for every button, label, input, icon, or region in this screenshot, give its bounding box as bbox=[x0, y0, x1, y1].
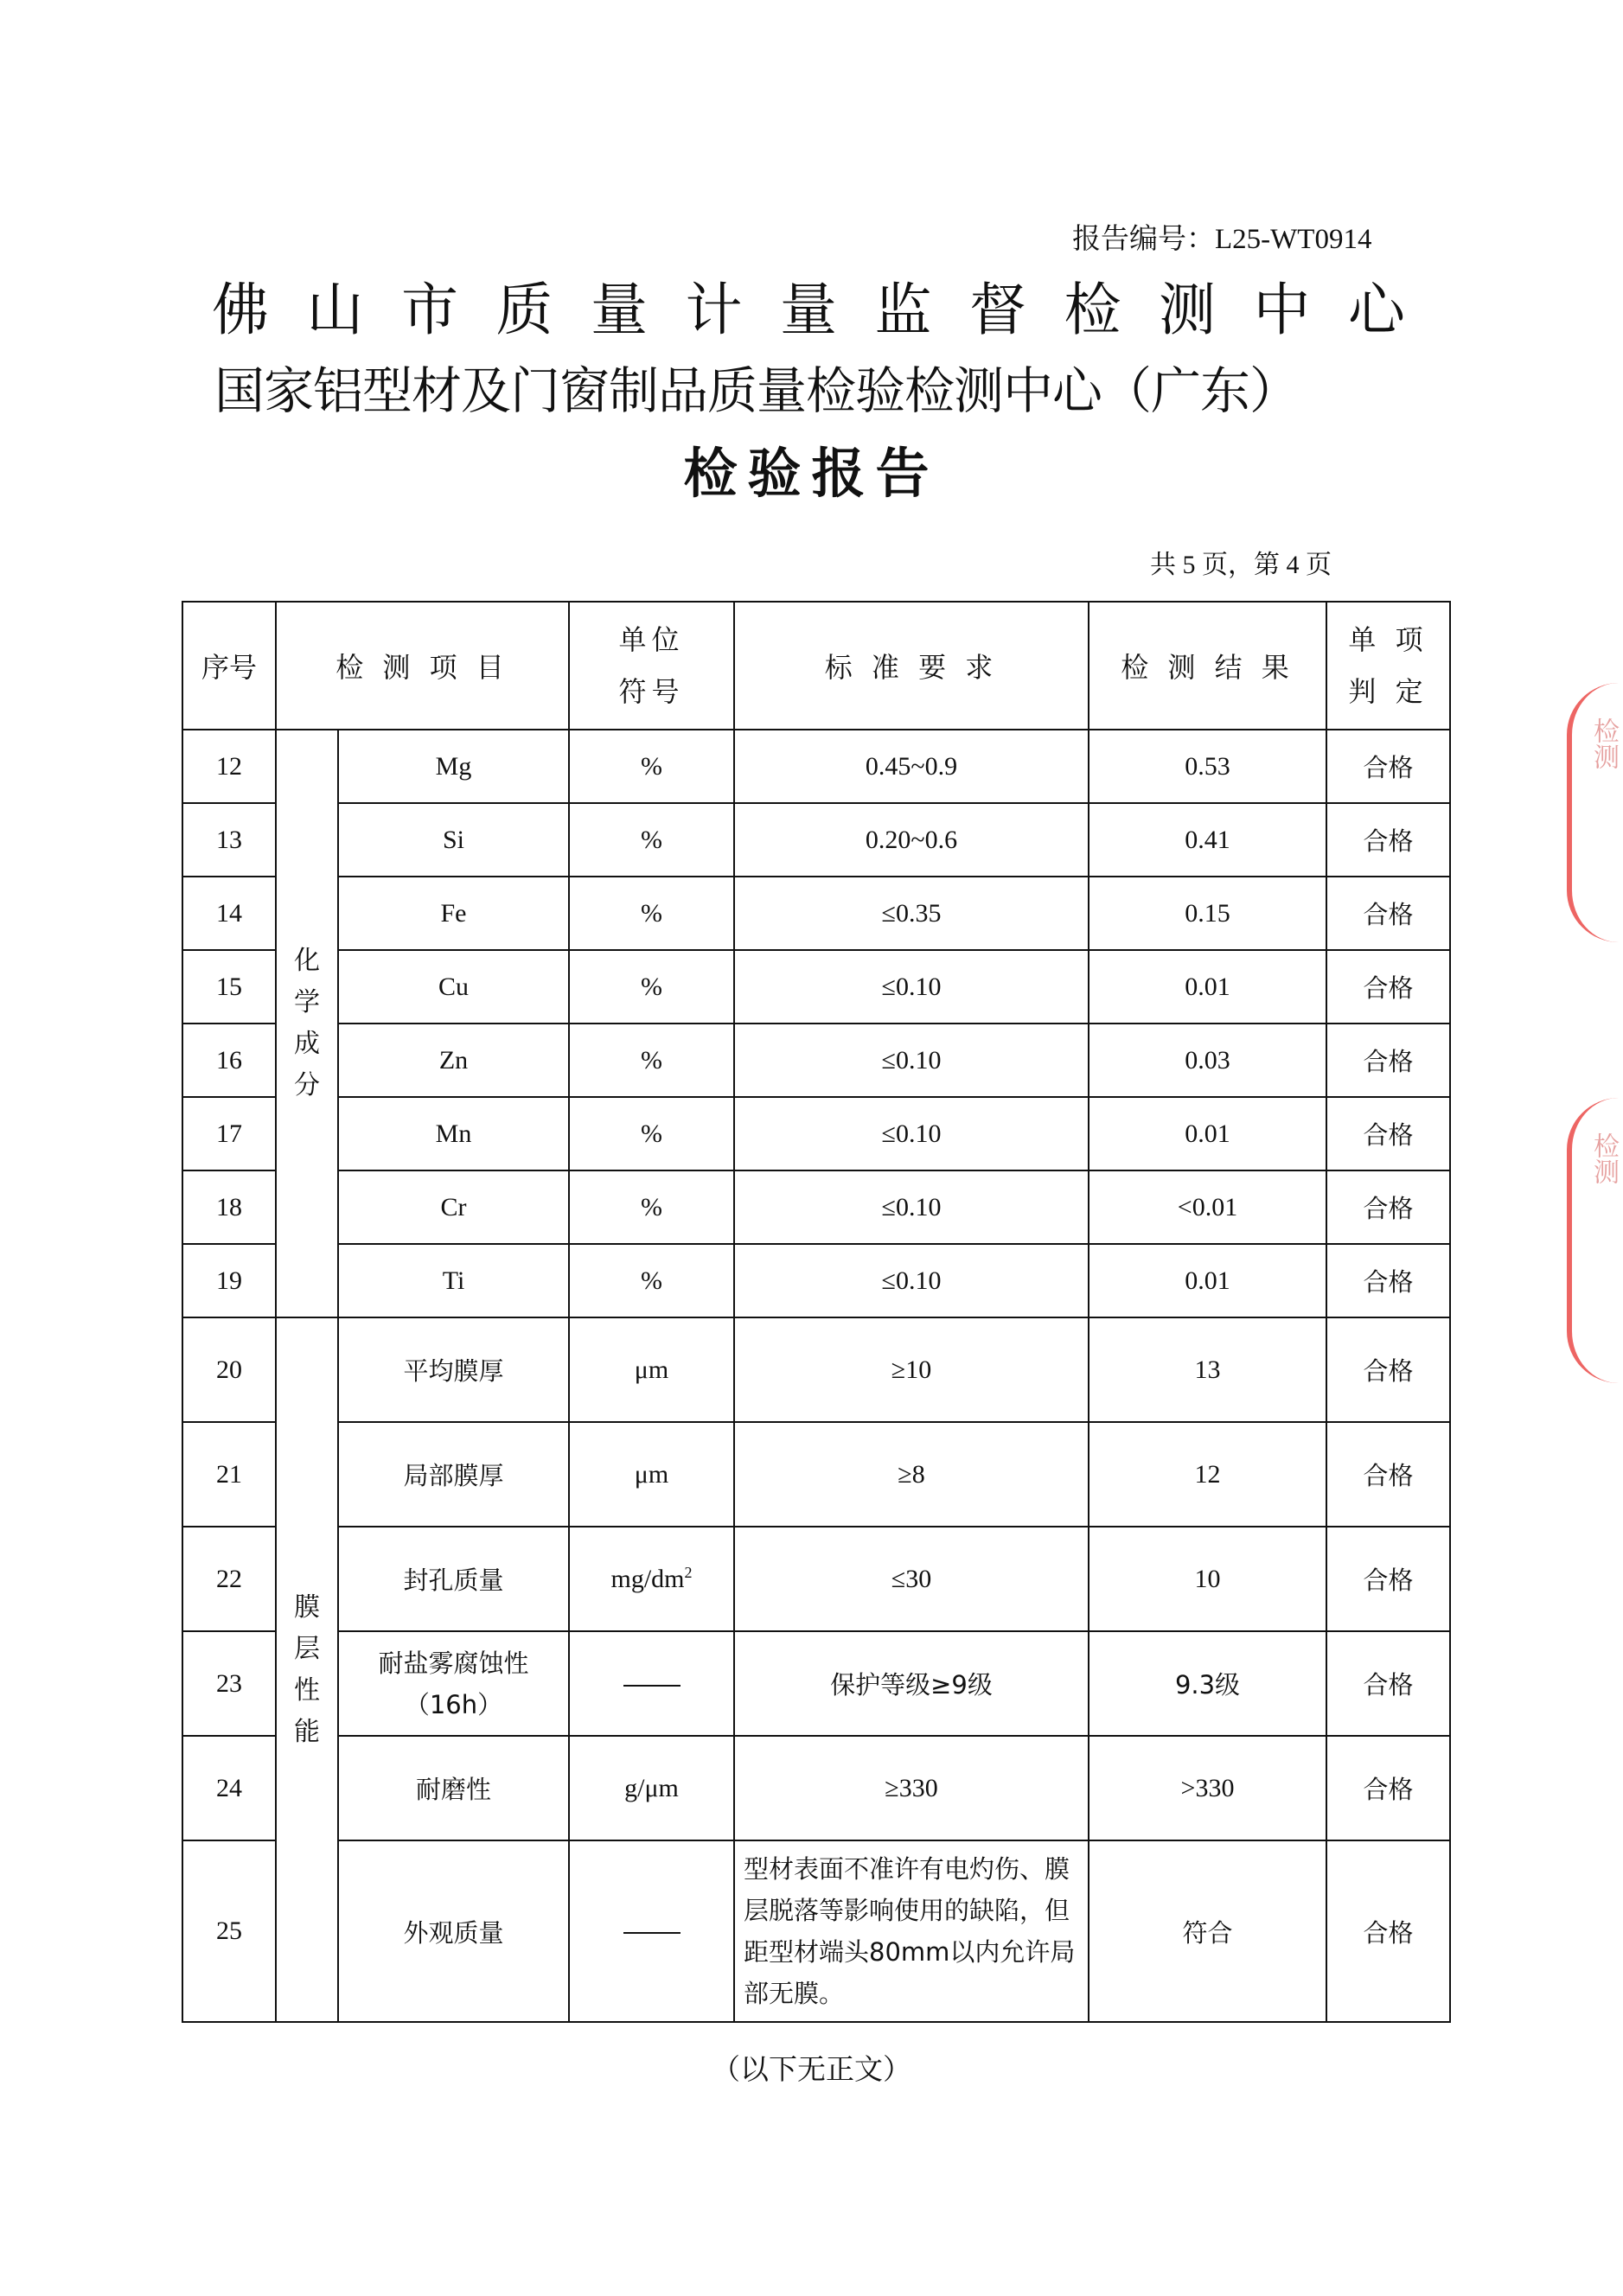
row-requirement: ≤0.10 bbox=[734, 1170, 1089, 1244]
table-row bbox=[182, 1317, 1450, 1422]
org-char: 佛 bbox=[212, 277, 269, 343]
row-item: 平均膜厚 bbox=[338, 1317, 569, 1422]
row-seq: 25 bbox=[182, 1840, 276, 2022]
col-header-result: 检 测 结 果 bbox=[1089, 602, 1326, 730]
col-header-seq: 序号 bbox=[182, 602, 276, 730]
unit-superscript: 2 bbox=[684, 1564, 693, 1581]
row-result: 10 bbox=[1089, 1527, 1326, 1631]
item-line2: （16h） bbox=[404, 1689, 503, 1719]
row-unit: μm bbox=[569, 1317, 734, 1422]
row-unit-dash bbox=[569, 1840, 734, 2022]
row-verdict: 合格 bbox=[1326, 1170, 1450, 1244]
org-char: 质 bbox=[495, 277, 553, 343]
row-verdict: 合格 bbox=[1326, 1527, 1450, 1631]
row-seq: 16 bbox=[182, 1024, 276, 1097]
row-requirement: ≤0.35 bbox=[734, 877, 1089, 950]
table-row bbox=[182, 730, 1450, 803]
unit-base: mg/dm bbox=[610, 1565, 685, 1593]
row-unit-dash bbox=[569, 1631, 734, 1736]
org-char: 检 bbox=[1064, 277, 1121, 343]
row-unit: % bbox=[569, 950, 734, 1024]
row-result: 0.53 bbox=[1089, 730, 1326, 803]
row-result: 0.01 bbox=[1089, 1097, 1326, 1170]
row-verdict: 合格 bbox=[1326, 1840, 1450, 2022]
org-char: 山 bbox=[306, 277, 364, 343]
row-item: 外观质量 bbox=[338, 1840, 569, 2022]
col-header-item: 检 测 项 目 bbox=[276, 602, 569, 730]
page-title: 检验报告 bbox=[683, 442, 940, 505]
unit-header-line1: 单位 bbox=[618, 623, 685, 656]
row-seq: 14 bbox=[182, 877, 276, 950]
row-verdict: 合格 bbox=[1326, 1422, 1450, 1527]
org-name-secondary: 国家铝型材及门窗制品质量检验检测中心（广东） bbox=[214, 361, 1300, 420]
table-row bbox=[182, 1422, 1450, 1527]
table-row bbox=[182, 1170, 1450, 1244]
org-char: 中 bbox=[1253, 277, 1311, 343]
row-unit: % bbox=[569, 803, 734, 877]
row-requirement: ≥8 bbox=[734, 1422, 1089, 1527]
table-header-row bbox=[182, 602, 1450, 730]
row-verdict: 合格 bbox=[1326, 730, 1450, 803]
row-unit: % bbox=[569, 730, 734, 803]
row-item: 耐磨性 bbox=[338, 1736, 569, 1840]
row-unit: % bbox=[569, 1024, 734, 1097]
row-result: 12 bbox=[1089, 1422, 1326, 1527]
row-verdict: 合格 bbox=[1326, 877, 1450, 950]
row-requirement: ≥330 bbox=[734, 1736, 1089, 1840]
row-verdict: 合格 bbox=[1326, 1317, 1450, 1422]
org-char: 量 bbox=[780, 277, 837, 343]
row-item: Cu bbox=[338, 950, 569, 1024]
row-verdict: 合格 bbox=[1326, 1244, 1450, 1317]
dash-icon bbox=[623, 1932, 681, 1934]
table-row bbox=[182, 1024, 1450, 1097]
row-unit bbox=[569, 1527, 734, 1631]
row-verdict: 合格 bbox=[1326, 1097, 1450, 1170]
row-seq: 15 bbox=[182, 950, 276, 1024]
row-requirement: 保护等级≥9级 bbox=[734, 1631, 1089, 1736]
page-info: 共 5 页，第 4 页 bbox=[1150, 551, 1332, 579]
row-requirement: ≤0.10 bbox=[734, 1024, 1089, 1097]
row-seq: 17 bbox=[182, 1097, 276, 1170]
row-item: Mg bbox=[338, 730, 569, 803]
unit-header-line2: 符号 bbox=[618, 675, 685, 708]
col-header-verdict bbox=[1326, 602, 1450, 730]
org-char: 市 bbox=[401, 277, 458, 343]
row-result: 0.01 bbox=[1089, 950, 1326, 1024]
table-row bbox=[182, 877, 1450, 950]
org-char: 测 bbox=[1159, 277, 1216, 343]
row-item: Fe bbox=[338, 877, 569, 950]
row-unit: % bbox=[569, 1170, 734, 1244]
end-of-content-note: （以下无正文） bbox=[712, 2052, 911, 2086]
org-char: 心 bbox=[1348, 277, 1405, 343]
verdict-header-line2: 判 定 bbox=[1348, 675, 1428, 708]
verdict-header-line1: 单 项 bbox=[1348, 623, 1428, 656]
col-header-requirement: 标 准 要 求 bbox=[734, 602, 1089, 730]
table-row bbox=[182, 1527, 1450, 1631]
table-row bbox=[182, 1631, 1450, 1736]
row-item: Ti bbox=[338, 1244, 569, 1317]
row-seq: 21 bbox=[182, 1422, 276, 1527]
row-result: 0.03 bbox=[1089, 1024, 1326, 1097]
row-result: 0.01 bbox=[1089, 1244, 1326, 1317]
row-requirement: ≤30 bbox=[734, 1527, 1089, 1631]
row-result: 13 bbox=[1089, 1317, 1326, 1422]
org-char: 督 bbox=[969, 277, 1026, 343]
row-result: 符合 bbox=[1089, 1840, 1326, 2022]
org-char: 量 bbox=[591, 277, 648, 343]
dash-icon bbox=[623, 1685, 681, 1687]
table-row bbox=[182, 1097, 1450, 1170]
row-unit: g/μm bbox=[569, 1736, 734, 1840]
row-seq: 13 bbox=[182, 803, 276, 877]
table-row bbox=[182, 1736, 1450, 1840]
report-number bbox=[1072, 216, 1371, 257]
row-requirement: ≤0.10 bbox=[734, 1097, 1089, 1170]
row-requirement: 型材表面不准许有电灼伤、膜层脱落等影响使用的缺陷，但距型材端头80mm以内允许局部无膜。 bbox=[734, 1840, 1089, 2022]
row-result: 0.41 bbox=[1089, 803, 1326, 877]
table-row bbox=[182, 950, 1450, 1024]
row-item bbox=[338, 1631, 569, 1736]
row-item: Zn bbox=[338, 1024, 569, 1097]
table-row bbox=[182, 1244, 1450, 1317]
row-result: >330 bbox=[1089, 1736, 1326, 1840]
row-seq: 22 bbox=[182, 1527, 276, 1631]
stamp-text: 检测 bbox=[1588, 718, 1619, 769]
row-requirement: 0.45~0.9 bbox=[734, 730, 1089, 803]
group-label-film: 膜层性能 bbox=[276, 1317, 338, 2022]
row-seq: 24 bbox=[182, 1736, 276, 1840]
row-verdict: 合格 bbox=[1326, 803, 1450, 877]
row-verdict: 合格 bbox=[1326, 1736, 1450, 1840]
report-number-label: 报告编号： bbox=[1072, 224, 1215, 255]
row-unit: % bbox=[569, 1097, 734, 1170]
report-number-value: L25-WT0914 bbox=[1215, 224, 1372, 255]
row-unit: % bbox=[569, 1244, 734, 1317]
table-row bbox=[182, 1840, 1450, 2022]
row-requirement: ≤0.10 bbox=[734, 1244, 1089, 1317]
row-item: Mn bbox=[338, 1097, 569, 1170]
item-line1: 耐盐雾腐蚀性 bbox=[378, 1648, 529, 1678]
row-requirement: ≥10 bbox=[734, 1317, 1089, 1422]
row-seq: 12 bbox=[182, 730, 276, 803]
inspection-table bbox=[182, 601, 1451, 2023]
row-item: 封孔质量 bbox=[338, 1527, 569, 1631]
row-item: Si bbox=[338, 803, 569, 877]
row-requirement: ≤0.10 bbox=[734, 950, 1089, 1024]
row-result: 0.15 bbox=[1089, 877, 1326, 950]
row-seq: 23 bbox=[182, 1631, 276, 1736]
row-verdict: 合格 bbox=[1326, 1024, 1450, 1097]
stamp-text: 检测 bbox=[1588, 1132, 1619, 1184]
row-seq: 20 bbox=[182, 1317, 276, 1422]
row-item: 局部膜厚 bbox=[338, 1422, 569, 1527]
group-label-chemistry: 化学成分 bbox=[276, 730, 338, 1317]
row-result: 9.3级 bbox=[1089, 1631, 1326, 1736]
row-result: <0.01 bbox=[1089, 1170, 1326, 1244]
org-name-primary bbox=[212, 264, 1405, 346]
org-char: 监 bbox=[874, 277, 932, 343]
row-seq: 18 bbox=[182, 1170, 276, 1244]
row-unit: μm bbox=[569, 1422, 734, 1527]
row-seq: 19 bbox=[182, 1244, 276, 1317]
row-verdict: 合格 bbox=[1326, 950, 1450, 1024]
seal-stamp-fragment-1 bbox=[1567, 683, 1623, 942]
seal-stamp-fragment-2 bbox=[1567, 1098, 1623, 1383]
col-header-unit bbox=[569, 602, 734, 730]
row-unit: % bbox=[569, 877, 734, 950]
row-requirement: 0.20~0.6 bbox=[734, 803, 1089, 877]
table-row bbox=[182, 803, 1450, 877]
org-char: 计 bbox=[685, 277, 743, 343]
row-verdict: 合格 bbox=[1326, 1631, 1450, 1736]
row-item: Cr bbox=[338, 1170, 569, 1244]
